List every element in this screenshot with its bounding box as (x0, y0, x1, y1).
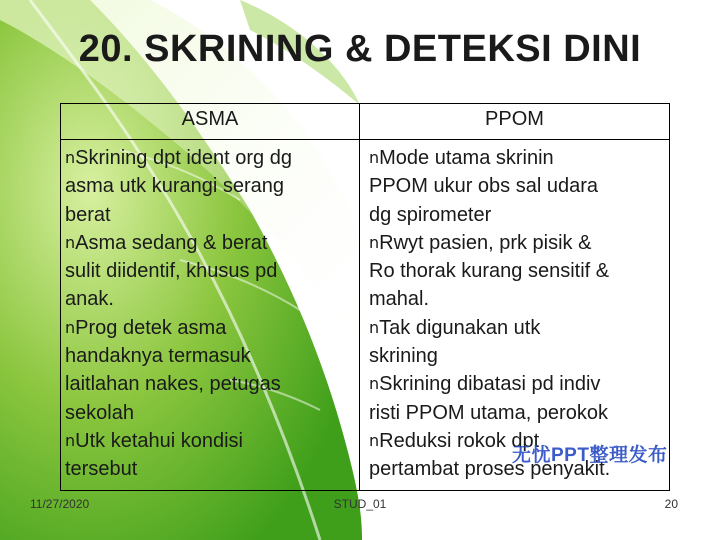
footer-date: 11/27/2020 (30, 497, 90, 511)
right-line (369, 399, 667, 427)
bullet-marker: n (65, 430, 76, 450)
left-line-text: berat (65, 203, 111, 226)
column-divider (359, 104, 360, 490)
right-line (369, 314, 667, 342)
right-line-text: mahal. (369, 288, 430, 311)
bullet-marker: n (369, 232, 380, 252)
column-header-asma: ASMA (181, 108, 239, 130)
watermark: 无忧PPT整理发布 (512, 445, 668, 466)
right-line-text: Rwyt pasien, prk pisik & (379, 231, 592, 254)
left-line-text: Asma sedang & berat (75, 231, 268, 254)
left-line (65, 342, 357, 370)
column-header-ppom: PPOM (485, 108, 544, 130)
left-line-text: Utk ketahui kondisi (75, 429, 244, 452)
left-line-text: asma utk kurangi serang (65, 175, 285, 198)
left-line (65, 257, 357, 285)
right-line (369, 144, 667, 172)
right-line (369, 285, 667, 313)
right-line-text: skrining (369, 345, 438, 368)
left-line (65, 285, 357, 313)
bullet-marker: n (369, 317, 380, 337)
right-line-text: Mode utama skrinin (379, 147, 554, 169)
bullet-marker: n (65, 317, 76, 337)
left-line-text: handaknya termasuk (65, 345, 251, 368)
right-line (369, 342, 667, 370)
right-line-text: risti PPOM utama, perokok (369, 401, 608, 424)
header-rule (61, 139, 669, 140)
right-line (369, 172, 667, 200)
cell-ppom (369, 144, 667, 484)
slide-title: 20. SKRINING & DETEKSI DINI (78, 28, 642, 70)
right-line-text: Ro thorak kurang sensitif & (369, 260, 610, 283)
right-line-text: dg spirometer (369, 203, 492, 226)
page-number: 20 (664, 497, 678, 511)
left-line (65, 455, 357, 483)
right-line-text: Reduksi rokok dpt (379, 429, 540, 452)
bullet-marker: n (65, 148, 76, 167)
left-line (65, 427, 357, 455)
left-line-text: laitlahan nakes, petugas (65, 373, 281, 396)
right-line (369, 201, 667, 229)
left-line (65, 399, 357, 427)
bullet-marker: n (369, 430, 380, 450)
bullet-marker: n (369, 374, 380, 394)
right-line-text: Skrining dibatasi pd indiv (379, 373, 601, 396)
left-line (65, 172, 357, 200)
right-line (369, 229, 667, 257)
left-line-text: Prog detek asma (75, 316, 227, 339)
cell-asma (65, 144, 357, 484)
comparison-table (60, 103, 670, 491)
right-line-text: pertambat proses penyakit. (369, 458, 611, 481)
right-line-text: PPOM ukur obs sal udara (369, 175, 598, 198)
left-line-text: tersebut (65, 458, 138, 481)
left-line-text: Skrining dpt ident org dg (75, 147, 292, 169)
left-line (65, 144, 357, 172)
left-line (65, 201, 357, 229)
right-line-text: Tak digunakan utk (379, 316, 541, 339)
right-line (369, 370, 667, 398)
footer-center-text: STUD_01 (333, 497, 387, 511)
bullet-marker: n (65, 232, 76, 252)
left-line (65, 229, 357, 257)
left-line (65, 370, 357, 398)
left-line-text: anak. (65, 288, 114, 311)
bullet-marker: n (369, 148, 380, 167)
right-line (369, 257, 667, 285)
left-line-text: sulit diidentif, khusus pd (65, 260, 278, 283)
left-line-text: sekolah (65, 401, 134, 424)
left-line (65, 314, 357, 342)
